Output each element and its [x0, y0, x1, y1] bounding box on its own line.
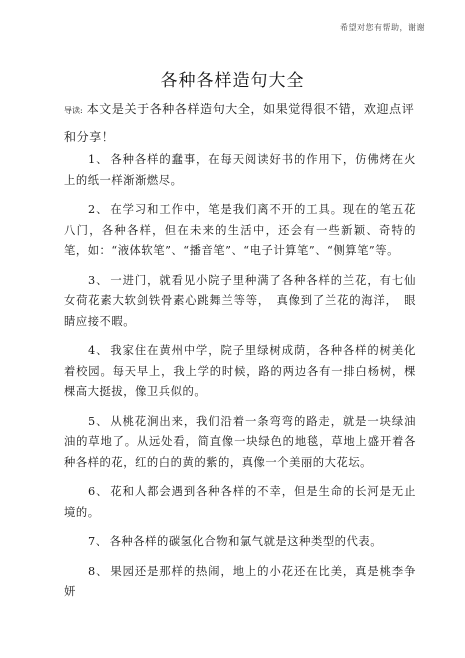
list-item [64, 271, 416, 333]
item-number: 1、 [88, 153, 109, 166]
list-item [64, 562, 416, 603]
item-text: 花和人都会遇到各种各样的不幸，但是生命的长河是无止境的。 [64, 485, 416, 519]
intro-text: 本文是关于各种各样造句大全，如果觉得很不错，欢迎点评和分享！ [64, 102, 415, 144]
item-text: 我家住在黄州中学，院子里绿树成荫，各种各样的树美化着校园。每天早上，我上学的时候，路的两边各有一排白杨树，棵棵高大挺拔，像卫兵似的。 [64, 344, 416, 398]
item-text: 果园还是那样的热闹，地上的小花还在比美，真是桃李争妍 [64, 564, 416, 598]
item-text: 各种各样的碳氢化合物和氯气就是这种类型的代表。 [109, 535, 383, 548]
list-item [64, 532, 416, 553]
item-number: 8、 [88, 564, 109, 578]
item-number: 2、 [88, 203, 109, 216]
page-title: 各种各样造句大全 [160, 71, 305, 91]
item-text: 在学习和工作中，笔是我们离不开的工具。现在的笔五花八门，各种各样，但在未来的生活中，还会有一些新颖、奇特的笔，如：“液体软笔”、“播音笔”、“电子计算笔”、“侧算笔”等。 [64, 203, 416, 257]
item-text: 各种各样的蠢事，在每天阅读好书的作用下，仿佛烤在火上的纸一样渐渐燃尽。 [64, 153, 416, 187]
sentence-list [64, 150, 416, 612]
item-text: 从桃花涧出来，我们沿着一条弯弯的路走，就是一块绿油油的草地了。从远处看，简直像一块绿色的地毯，草地上盛开着各种各样的花，红的白的黄的紫的，真像一个美丽的大花坛。 [64, 414, 416, 469]
intro-label: 导读: [64, 106, 83, 115]
item-number: 6、 [88, 485, 109, 498]
header-note: 希望对您有帮助，谢谢 [340, 23, 425, 32]
item-number: 3、 [88, 273, 109, 287]
list-item [64, 412, 416, 474]
intro-paragraph [64, 96, 416, 150]
item-number: 4、 [88, 344, 109, 357]
item-number: 7、 [88, 535, 108, 548]
list-item [64, 341, 416, 403]
list-item [64, 482, 416, 523]
list-item [64, 150, 416, 191]
list-item [64, 200, 416, 262]
item-number: 5、 [88, 414, 109, 428]
item-text: 一进门，就看见小院子里种满了各种各样的兰花，有七仙女荷花素大软剑铁骨素心跳舞兰等等， 真像到了兰花的海洋， 眼睛应接不暇。 [64, 273, 416, 328]
